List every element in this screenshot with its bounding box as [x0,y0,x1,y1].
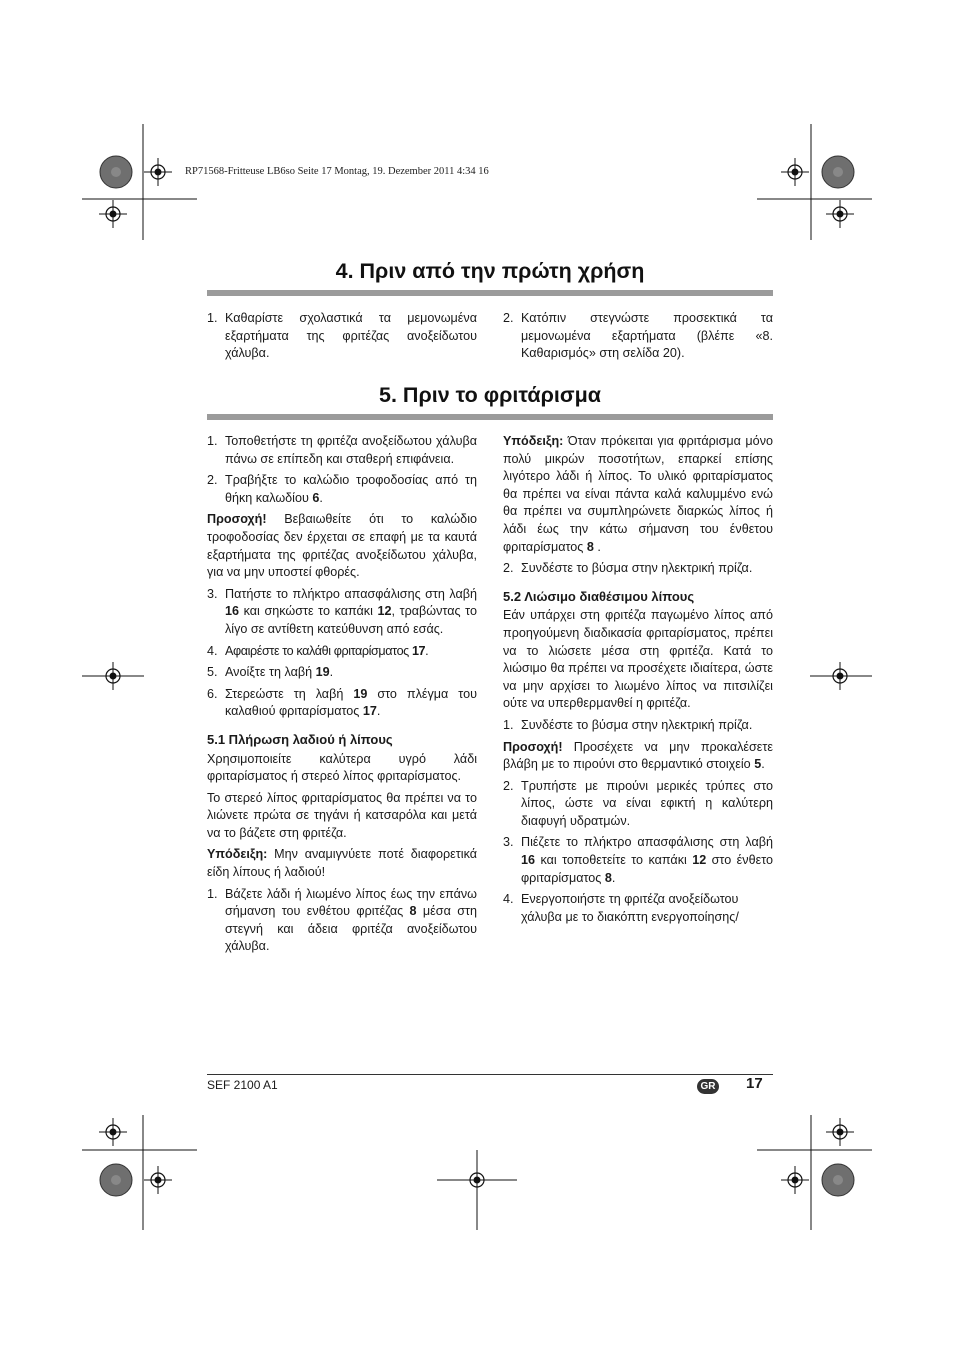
list-item: 3. Πιέζετε το πλήκτρο απασφάλισης στη λαβή 16 και τοποθετείτε το καπάκι 12 στο ένθετο φριταρίσματος 8. [503,835,773,885]
print-header: RP71568-Fritteuse LB6so Seite 17 Montag, 19. Dezember 2011 4:34 16 [185,166,489,177]
list-item: 2. Συνδέστε το βύσμα στην ηλεκτρική πρίζα. [503,561,753,576]
subsection-heading-5-1: 5.1 Πλήρωση λαδιού ή λίπους [207,731,393,747]
caution-note: Προσοχή! Βεβαιωθείτε ότι το καλώδιο τροφοδοσίας δεν έρχεται σε επαφή με τα καυτά εξαρτήματα της φριτέζας ανοξείδωτου χάλυβα, για να μην υποστεί φθορές. [207,512,477,580]
language-badge: GR [697,1079,719,1094]
footer-model: SEF 2100 A1 [207,1078,278,1092]
subsection-heading-5-2: 5.2 Λιώσιμο διαθέσιμου λίπους [503,588,695,604]
list-item: 6. Στερεώστε τη λαβή 19 στο πλέγμα του καλαθιού φριταρίσματος 17. [207,686,477,719]
section5-right-column [503,433,773,930]
list-item: 2. Τραβήξτε το καλώδιο τροφοδοσίας από τη θήκη καλωδίου 6. [207,473,477,505]
section-title-4: 4. Πριν από την πρώτη χρήση [335,259,645,283]
paragraph: Εάν υπάρχει στη φριτέζα παγωμένο λίπος από προηγούμενη διαδικασία φριταρίσματος, πρέπει να το λιώσετε μέσα στη φριτέζα. Κατά το λιώσιμο θα πρέπει να προσέχετε ιδιαίτερα, ώστε να μην αρχίσει το λιωμένο λίπος να πιτσιλίζει ούτε να υπερθερμανθεί η φριτέζα. [503,608,773,711]
section-rule [207,414,773,420]
list-item: 1. Τοποθετήστε τη φριτέζα ανοξείδωτου χάλυβα πάνω σε επίπεδη και σταθερή επιφάνεια. [207,434,477,466]
page-number: 17 [746,1075,763,1092]
list-item: 5. Ανοίξτε τη λαβή 19. [207,665,334,680]
section-title-5: 5. Πριν το φριτάρισμα [379,383,601,407]
paragraph: Χρησιμοποιείτε καλύτερα υγρό λάδι φριταρίσματος ή στερεό λίπος φριταρίσματος. [207,751,477,784]
list-item: 1. Βάζετε λάδι ή λιωμένο λίπος έως την επάνω σήμανση του ενθέτου φριτέζας 8 μέσα στη στεγνή και άδεια φριτέζα ανοξείδωτου χάλυβα. [207,886,477,954]
list-item: 3. Πατήστε το πλήκτρο απασφάλισης στη λαβή 16 και σηκώστε το καπάκι 12, τραβώντας το λίγο σε αντίθετη κατεύθυνση από εσάς. [207,586,477,636]
section4-left-column [207,310,477,367]
section5-left-column [207,433,477,960]
list-item: 2. Τρυπήστε με πιρούνι μερικές τρύπες στο λίπος, ώστε να είναι εφικτή η καλύτερη διαφυγή υδρατμών. [503,778,773,828]
footer-rule [207,1074,773,1075]
hint-note: Υπόδειξη: Μην αναμιγνύετε ποτέ διαφορετικά είδη λίπους ή λαδιού! [207,847,477,880]
hint-note: Υπόδειξη: Όταν πρόκειται για φριτάρισμα μόνο πολύ μικρών ποσοτήτων, επαρκεί επίσης λιγότερο λάδι ή λίπος. Το υλικό φριταρίσματος θα πρέπει να είναι πάντα καλά καλυμμένο ενώ θα πρέπει να συμπληρώνετε διαρκώς λίπος ή λάδι έως την κάτω σήμανση του ένθετου φριταρίσματος 8 . [503,434,773,554]
list-item: 1. Καθαρίστε σχολαστικά τα μεμονωμένα εξαρτήματα της φριτέζας ανοξείδωτου χάλυβα. [207,311,477,361]
list-item: 4. Αφαιρέστε το καλάθι φριταρίσματος 17. [207,643,429,658]
paragraph: Το στερεό λίπος φριταρίσματος θα πρέπει να το λιώνετε πρώτα σε τηγάνι ή κατσαρόλα και μετά να το βάζετε στη φριτέζα. [207,790,477,840]
list-item: 4. Ενεργοποιήστε τη φριτέζα ανοξείδωτου χάλυβα με το διακόπτη ενεργοποίησης/ [503,892,739,924]
section4-right-column [503,310,773,367]
section-rule [207,290,773,296]
list-item: 2. Κατόπιν στεγνώστε προσεκτικά τα μεμονωμένα εξαρτήματα (βλέπε «8. Καθαρισμός» στη σελίδα 20). [503,311,773,361]
caution-note: Προσοχή! Προσέχετε να μην προκαλέσετε βλάβη με το πιρούνι στο θερμαντικό στοιχείο 5. [503,739,773,772]
list-item: 1. Συνδέστε το βύσμα στην ηλεκτρική πρίζα. [503,717,753,732]
